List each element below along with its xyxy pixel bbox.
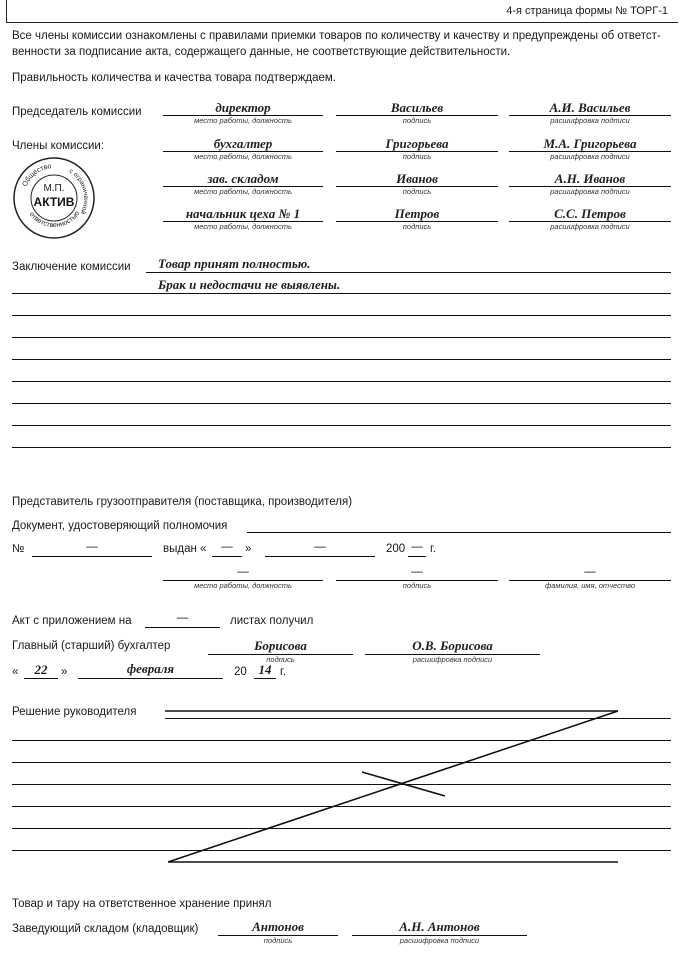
chair-decoding: А.И. Васильев <box>549 100 631 115</box>
conclusion-rule-3 <box>12 315 671 316</box>
members-label: Члены комиссии: <box>12 140 105 152</box>
storage-title: Товар и тару на ответственное хранение принял <box>12 898 272 910</box>
accountant-signature: Борисова <box>254 638 307 653</box>
member-3-decoding-caption: расшифровка подписи <box>550 222 630 231</box>
header-rule <box>6 22 678 23</box>
conclusion-rule-7 <box>12 403 671 404</box>
member-2-signature: Иванов <box>396 171 438 186</box>
conclusion-label: Заключение комиссии <box>12 261 131 273</box>
date-day-line <box>24 678 58 679</box>
authority-doc-line <box>247 532 671 533</box>
decision-label: Решение руководителя <box>12 706 137 718</box>
decision-rule-3 <box>12 762 671 763</box>
conclusion-rule-1 <box>146 272 671 273</box>
member-1-signature: Григорьева <box>385 136 449 151</box>
confirm-text: Правильность количества и качества товара подтверждаем. <box>12 72 336 84</box>
storage-signature: Антонов <box>252 919 304 934</box>
act-sheets-label: листах получил <box>230 615 314 627</box>
storage-decoding: А.Н. Антонов <box>399 919 480 934</box>
seal-mp: М.П. <box>43 183 65 194</box>
shipper-position-value: — <box>237 566 249 578</box>
shipper-signature-value: — <box>411 566 423 578</box>
shipper-fullname-caption: фамилия, имя, отчество <box>544 581 636 590</box>
seal-ring-right: с ограниченной <box>67 167 90 216</box>
chair-position: директор <box>215 100 271 115</box>
issued-day-value: — <box>221 541 233 553</box>
member-1-position-caption: место работы, должность <box>194 152 292 161</box>
member-2-decoding-caption: расшифровка подписи <box>550 187 630 196</box>
date-month: февраля <box>126 661 175 676</box>
date-close-quote: » <box>61 666 68 678</box>
chair-signature-caption: подпись <box>402 116 432 125</box>
chair-position-caption: место работы, должность <box>194 116 292 125</box>
conclusion-rule-2 <box>12 293 671 294</box>
shipper-title: Представитель грузоотправителя (поставщика, производителя) <box>12 496 353 508</box>
conclusion-rule-5 <box>12 359 671 360</box>
doc-number-label: № <box>12 543 25 555</box>
decision-rule-4 <box>12 784 671 785</box>
shipper-signature-caption: подпись <box>402 581 432 590</box>
z-diagonal-stroke <box>168 711 618 862</box>
date-year-prefix: 20 <box>234 666 247 678</box>
member-1-signature-caption: подпись <box>402 152 432 161</box>
date-year-line <box>254 678 276 679</box>
date-year-suffix: г. <box>280 666 286 678</box>
seal-company-name: АКТИВ <box>33 195 75 209</box>
issued-close-quote: » <box>245 543 252 555</box>
decision-rule-2 <box>12 740 671 741</box>
issued-year-value: — <box>411 541 423 553</box>
issued-year-suffix: г. <box>430 543 436 555</box>
issued-month-line <box>265 556 375 557</box>
chair-label: Председатель комиссии <box>12 106 142 118</box>
member-2-signature-caption: подпись <box>402 187 432 196</box>
date-day: 22 <box>34 662 48 677</box>
member-3-decoding: С.С. Петров <box>554 206 626 221</box>
doc-number-value: — <box>86 541 98 553</box>
member-3-signature: Петров <box>394 206 440 221</box>
shipper-fullname-value: — <box>584 566 596 578</box>
company-seal <box>12 156 96 240</box>
decision-rule-5 <box>12 806 671 807</box>
member-1-decoding: М.А. Григорьева <box>543 136 637 151</box>
date-open-quote: « <box>12 666 19 678</box>
accountant-label: Главный (старший) бухгалтер <box>12 640 171 652</box>
header-left-rule <box>6 0 7 22</box>
act-label: Акт с приложением на <box>12 615 132 627</box>
act-sheets-value: — <box>176 612 189 624</box>
conclusion-rule-9 <box>12 447 671 448</box>
accountant-signature-caption: подпись <box>266 655 295 664</box>
seal-ring-top: Общество <box>21 163 52 188</box>
date-year: 14 <box>258 662 272 677</box>
authority-doc-label: Документ, удостоверяющий полномочия <box>12 520 228 532</box>
member-3-position: начальник цеха № 1 <box>185 206 301 221</box>
decision-rule-1 <box>165 718 671 719</box>
conclusion-rule-8 <box>12 425 671 426</box>
conclusion-rule-4 <box>12 337 671 338</box>
member-1-position: бухгалтер <box>213 136 273 151</box>
accountant-decoding: О.В. Борисова <box>412 638 493 653</box>
shipper-position-caption: место работы, должность <box>194 581 292 590</box>
page-label: 4-я страница формы № ТОРГ-1 <box>506 5 668 17</box>
act-sheets-line <box>145 627 220 628</box>
decision-rule-7 <box>12 850 671 851</box>
issued-year-line <box>408 556 426 557</box>
chair-signature: Васильев <box>390 100 444 115</box>
decision-rule-6 <box>12 828 671 829</box>
issued-year-prefix: 200 <box>386 543 406 555</box>
date-month-line <box>78 678 223 679</box>
doc-number-line <box>32 556 152 557</box>
conclusion-rule-6 <box>12 381 671 382</box>
intro-line-1: Все члены комиссии ознакомлены с правилами приемки товаров по количеству и качеству и предупреждены об ответст- <box>12 30 661 42</box>
storage-signature-caption: подпись <box>263 936 293 945</box>
conclusion-line-2: Брак и недостачи не выявлены. <box>158 277 341 292</box>
member-2-position: зав. складом <box>207 171 279 186</box>
issued-label: выдан « <box>163 543 207 555</box>
intro-line-2: венности за подписание акта, содержащего данные, не соответствующие действительности. <box>12 46 511 58</box>
issued-day-line <box>212 556 242 557</box>
seal-ring-bottom: ответственностью <box>27 210 82 230</box>
member-2-position-caption: место работы, должность <box>194 187 292 196</box>
accountant-decoding-caption: расшифровка подписи <box>412 655 493 664</box>
member-2-decoding: А.Н. Иванов <box>554 171 626 186</box>
storage-decoding-caption: расшифровка подписи <box>399 936 480 945</box>
member-3-position-caption: место работы, должность <box>194 222 292 231</box>
member-1-decoding-caption: расшифровка подписи <box>550 152 630 161</box>
storage-label: Заведующий складом (кладовщик) <box>12 923 199 935</box>
member-3-signature-caption: подпись <box>402 222 432 231</box>
conclusion-line-1: Товар принят полностью. <box>158 256 311 271</box>
issued-month-value: — <box>314 541 326 553</box>
chair-decoding-caption: расшифровка подписи <box>550 116 630 125</box>
